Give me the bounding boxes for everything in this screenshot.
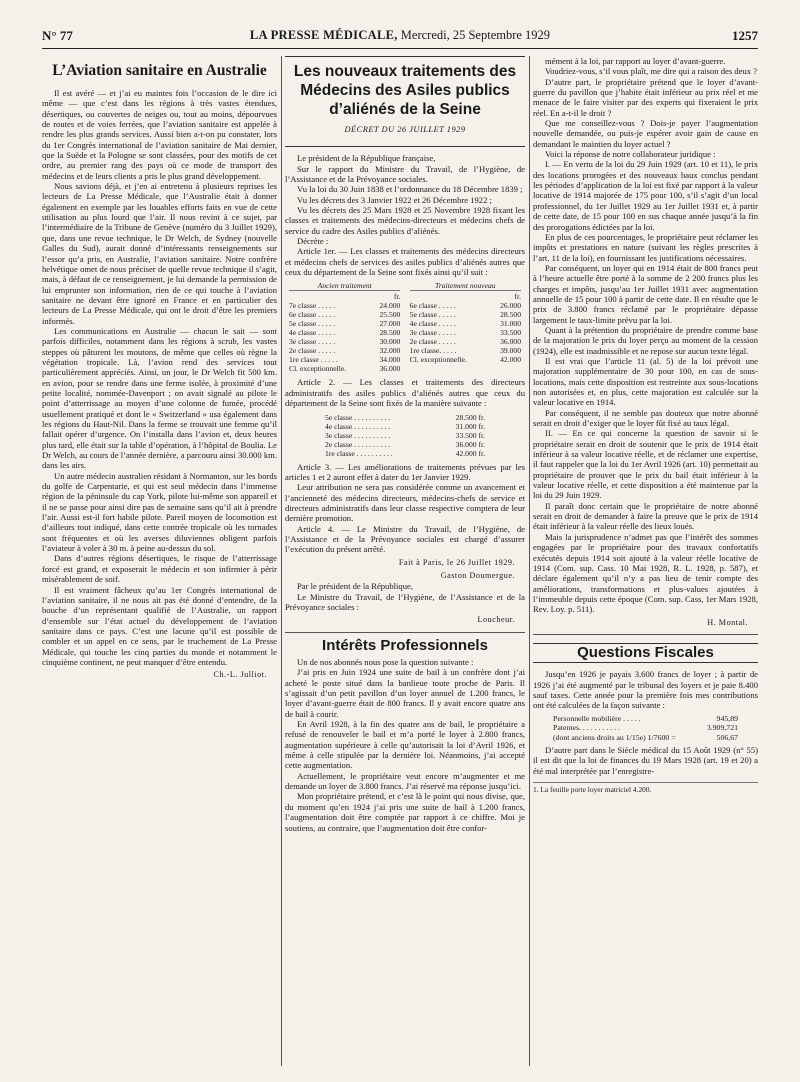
paragraph: Vu les décrets des 25 Mars 1928 et 25 Novembre 1928 fixant les classes et traitements des médecins-directeurs et médecins chefs de service du cadre des Asiles publics d’aliénés. (285, 205, 525, 236)
table-row (410, 328, 521, 337)
new-salary-header: Traitement nouveau (410, 281, 521, 291)
row-label: Patentes. . . . . . . . . . . (553, 723, 620, 733)
article-title: Les nouveaux traitements des Médecins des Asiles publics d’aliénés de la Seine (293, 63, 517, 118)
row-value: 33.500 (500, 328, 521, 338)
row-value: 36.000 (500, 337, 521, 347)
paragraph: Vu les décrets des 3 Janvier 1922 et 26 Décembre 1922 ; (297, 194, 492, 205)
row-label: 5e classe . . . . . (289, 319, 336, 329)
section-title: Questions Fiscales (533, 643, 758, 663)
paragraph: Un autre médecin australien résidant à Normanton, sur les bords du golfe de Carpentarie, et qui est seul médecin dans l’immense région de la péninsule du cap York, pilote lui-même son appareil et il ne se passe pour ainsi dire pas de semaine sans qu’il ait à prendre l’air. Aussi est-il fort habile pilote. Pareil moyen de locomotion est d’ailleurs tout indiqué, dans cette contrée tropicale où les tornades sont fréquentes et où les averses diluviennes obligent parfois l’aviateur à voler à 30 m. à peine au-dessus du sol. (42, 470, 277, 554)
row-label: 4e classe . . . . . . . . . . (325, 421, 391, 431)
salary-table-2 (325, 413, 485, 458)
paragraph: Il est vrai que l’article 11 (al. 5) de la loi prévoit une majoration supplémentaire de 30 pour 100, en cas de sous-locations, mais cette disposition est restreinte aux sous-locations non autorisées et, en plus, cette majoration est calculée sur la valeur locative en 1914. (533, 355, 758, 408)
page-number: 1257 (732, 28, 758, 43)
article-body (42, 88, 277, 667)
paragraph: D’autre part dans le Siècle médical du 15 Août 1929 (n° 55) il est dit que la loi de finances du 19 Mars 1928 (art. 19 et 20) a été mal interprétée par l’enregistre- (533, 745, 758, 776)
table-row (289, 319, 400, 328)
table-row (289, 337, 400, 346)
table-row (410, 337, 521, 346)
section-divider (533, 634, 758, 635)
column-divider (529, 56, 530, 1066)
paragraph: En Avril 1928, à la fin des quatre ans de bail, le propriétaire a refusé de renouveler le bail et m’a porté le loyer à 2.800 francs, augmentation supérieure à celle qu’autorisait la loi d’Avril 1926, et même à celle stipulée par la dernière loi. Néanmoins, j’ai accepté cette augmentation. (285, 719, 525, 771)
paragraph: Décrète : (297, 236, 329, 247)
paragraph: Il est vraiment fâcheux qu’au 1er Congrès international de l’aviation sanitaire, il ne nous ait pas été donné d’entendre, de la bouche d’un représentant qualifié de l’Australie, un rapport d’ensemble sur l’état actuel du développement de l’aviation sanitaire dans ce pays. C’est une lacune qu’il est possible de combler et un appel en ce sens, par le truchement de La Presse Médicale, qui touche les cinq parties du monde et notamment le cinquième continent, ne peut manquer d’être entendu. (42, 584, 277, 667)
row-value: 30.000 (379, 337, 401, 347)
row-value: 39.000 (500, 346, 521, 356)
paragraph: Voici la réponse de notre collaborateur juridique : (545, 149, 716, 160)
row-label: 7e classe . . . . . (289, 301, 336, 311)
paragraph: Mon propriétaire prétend, et c’est là le point qui nous divise, que, du moment qu’en 1924 j’ai pris une suite de bail à 1.200 francs, l’augmentation doit être comptée par rapport à ce chiffre. Moi je soutiens, au contraire, que l’augmentation doit être confor- (285, 791, 525, 833)
currency-unit: fr. (393, 292, 401, 302)
salary-table-1 (289, 281, 521, 373)
paragraph: Que me conseillez-vous ? Dois-je payer l’augmentation nouvelle demandée, ou puis-je espérer avoir gain de cause en demandant le maintien du loyer actuel ? (533, 118, 758, 149)
table-row (289, 301, 400, 310)
paragraph: Sur le rapport du Ministre du Travail, de l’Hygiène, de l’Assistance et de la Prévoyance sociales. (285, 163, 525, 185)
article-2: Article 2. — Les classes et traitements des directeurs administratifs des asiles publics d’aliénés autres que ceux du département de la Seine sont fixés de la manière suivante : (285, 377, 525, 409)
row-value: 28.500 fr. (455, 412, 485, 422)
paragraph: Par conséquent, il ne semble pas douteux que notre abonné serait en droit d’exiger que le loyer fût fixé au taux légal. (533, 407, 758, 429)
table-row (410, 301, 521, 310)
section-divider (285, 632, 525, 633)
paragraph: Un de nos abonnés nous pose la question suivante : (297, 657, 474, 667)
row-value: 3.909,721 (706, 723, 738, 733)
paragraph: D’autre part, le propriétaire prétend que le loyer d’avant-guerre du pavillon que j’habite était inférieur au prix réel et me menace de le faire visiter par des experts qui fixeraient le prix réel. En a-t-il le droit ? (533, 76, 758, 118)
row-label: 1re classe. . . . . (409, 346, 457, 356)
issue-date: Mercredi, 25 Septembre 1929 (400, 28, 551, 42)
new-salary-column (410, 281, 521, 373)
paragraph: Le président de la République française, (297, 153, 436, 164)
row-label: 6e classe . . . . . (289, 310, 336, 320)
table-row (553, 714, 738, 724)
row-label: Cl. exceptionnelle. (409, 355, 467, 365)
article-traitements (285, 56, 525, 833)
article-title: L’Aviation sanitaire en Australie (52, 62, 267, 79)
table-row (289, 364, 400, 373)
row-value: 28.500 (500, 310, 521, 320)
row-value: 36.000 fr. (455, 439, 485, 449)
table-row (410, 310, 521, 319)
header-rule (42, 48, 758, 49)
row-value: 28.500 (379, 328, 401, 338)
paragraph: Il paraît donc certain que le propriétaire de notre abonné serait en droit de demander à faire la preuve que le prix de 1914 était inférieur à la valeur réelle des lieux loués. (533, 500, 758, 532)
row-value: 32.000 (379, 346, 401, 356)
row-label: Cl. exceptionnelle. (289, 364, 347, 374)
row-label: 5e classe . . . . . . . . . . (325, 412, 391, 422)
paragraph: Quant à la prétention du propriétaire de prendre comme base de la majoration le prix du loyer perçu au moment de la cession (1924), elle est inadmissible et ne repose sur aucun texte légal. (533, 324, 758, 356)
paragraph: II. — En ce qui concerne la question de savoir si le propriétaire serait en droit de soutenir que le prix de 1914 était inférieur à sa valeur locative réelle, et de réclamer une expertise, il faut rappeler que la loi du 1er Avril 1926 (art. 10) permettait au propriétaire de prouver que le prix du bail était inférieur à la valeur locative réelle, et cette disposition a été maintenue par la loi du 29 Juin 1929. (533, 428, 758, 501)
article-4: Article 4. — Le Ministre du Travail, de l’Hygiène, de l’Assistance et de la Prévoyance sociales est chargé d’assurer l’exécution du présent arrêté. (285, 523, 525, 555)
decree-place-date: Fait à Paris, le 26 Juillet 1929. (398, 557, 515, 567)
paragraph: mément à la loi, par rapport au loyer d’avant-guerre. (545, 56, 726, 66)
paragraph: Il est avéré — et j’ai eu maintes fois l’occasion de le dire ici même — que c’est dans les régions à très vastes étendues, désertiques, ou couvertes de neiges ou, tout au moins, dépourvues de routes et de voies ferrées, que l’aviation sanitaire est appelée à rendre les plus grands services. Aussi bien a-t-on pu constater, lors du 1er Congrès international de l’aviation sanitaire de Mai dernier, que la Suède et la Pologne se sont classées, pour des motifs de cet ordre, au premier rang des pays où ce mode de transport des médecins et de leurs clients a pris le plus grand développement. (42, 88, 277, 181)
section-body (285, 657, 525, 833)
footnote: 1. La feuille porte loyer matriciel 4.200. (533, 782, 758, 795)
article-3: Article 3. — Les améliorations de traitements prévues par les articles 1 et 2 auront effet à dater du 1er Janvier 1929. (285, 461, 525, 482)
table-row (325, 449, 485, 458)
paragraph: En plus de ces pourcentages, le propriétaire peut réclamer les impôts et prestations en nature (suivant les règles prescrites à l’art. 11 de la loi), en fournissant les justifications nécessaires. (533, 231, 758, 263)
row-value: 945,89 (716, 713, 738, 723)
table-row (325, 440, 485, 449)
row-value: 36.000 (379, 364, 401, 374)
tax-table (553, 714, 738, 743)
row-label: 3e classe . . . . . (289, 337, 336, 347)
decree-preamble (285, 153, 525, 246)
article-interets-cont (533, 56, 758, 796)
paragraph: Vu la loi du 30 Juin 1838 et l’ordonnance du 18 Décembre 1839 ; (297, 184, 523, 195)
row-label: (dont anciens droits au 1/15e) 1/7600 = (553, 732, 676, 742)
row-value: 26.000 (500, 301, 521, 311)
paragraph: Dans d’autres régions désertiques, le risque de l’atterrissage forcé est grand, et exposerait le médecin et son infirmier à périr misérablement de soif. (42, 553, 277, 585)
row-value: 25.500 (379, 310, 401, 320)
row-label: Personnelle mobilière . . . . . (553, 713, 641, 723)
decree-date: DÉCRET DU 26 JUILLET 1929 (344, 125, 466, 134)
row-label: 2e classe . . . . . . . . . . (325, 439, 391, 449)
table-row (289, 328, 400, 337)
paragraph: J’ai pris en Juin 1924 une suite de bail à un confrère dont j’ai acheté le poste situé dans la banlieue toute proche de Paris. Il s’agissait d’un petit pavillon d’un loyer annuel de 1.200 francs, le loyer d’avant-guerre était de 800 francs. Il y avait encore quatre ans de bail à courir. (285, 667, 525, 719)
row-label: 4e classe . . . . . (409, 319, 456, 329)
table-row (410, 355, 521, 364)
row-value: 42.000 fr. (455, 448, 485, 458)
row-label: 3e classe . . . . . . . . . . (325, 430, 391, 440)
row-value: 42.000 (500, 355, 521, 365)
table-row (553, 723, 738, 733)
table-row (410, 319, 521, 328)
paragraph: Leur attribution ne sera pas considérée comme un avancement et l’ancienneté des médecins directeurs, médecins-chefs de service et directeurs administratifs dans leur classe respective comptera de leur dernière promotion. (285, 482, 525, 524)
table-row (289, 346, 400, 355)
article-aviation (42, 56, 277, 681)
paragraph: Mais la jurisprudence n’admet pas que l’intérêt des sommes engagées par le propriétaire pour des travaux confortatifs exécutés depuis 1914 soit ajouté à la valeur réelle locative de 1914 (Com. sup. Cass. 10 Mai 1928, R. L. 1928, p. 587), et déclare également qu’il n’y a pas lieu de tenir compte des améliorations, transformations et plus-values ajoutées à l’immeuble depuis cette époque (Com. sup. Cass, 1er Mars 1928, Rev. Loy. p. 511). (533, 531, 758, 615)
paragraph: Nous savions déjà, et j’en ai entretenu à plusieurs reprises les lecteurs de La Presse Médicale, que l’Australie était à donner également en exemple par les louables efforts faits en vue de cette utilisation au plus lourd que l’air. Il nous revint à ce sujet, par l’intermédiaire de la Tribune de Genève (numéro du 3 Juillet 1929), que, dans une revue technique, le Dr Welch, de Sydney (nouvelle Galles du Sud), aurait donné d’intéressants renseignements sur l’essor qu’a pris, en Australie, l’aviation sanitaire. Notre confrère helvétique omet de nous préciser de quelle revue technique il s’agit, mais, à défaut de ce renseignement, je lui demande la permission de lui emprunter son information, rien de ce qui touche à l’aviation sanitaire ne devant être ignoré en France et en particulier des lecteurs de La Presse Médicale, qui ont le droit d’être les premiers informés. (42, 181, 277, 326)
table-row (289, 310, 400, 319)
row-value: 31.000 fr. (455, 421, 485, 431)
article-signature: Ch.-L. Julliot. (213, 670, 267, 680)
section-title: Intérêts Professionnels (322, 636, 488, 654)
paragraph: I. — En vertu de la loi du 29 Juin 1929 (art. 10 et 11), le prix des locations prorogées et des nouveaux baux conclus pendant les périodes d’application de la loi est fixé par rapport à la valeur locative de 1914 majorée de 175 pour 100, s’il s’agit d’un local professionnel, du 1er Juillet 1929 au 1er Juillet 1931 et, à partir de cette date, de 15 pour 100 en sus chaque année jusqu’à la fin des prorogations édictées par la loi. (533, 159, 758, 232)
table-row (325, 422, 485, 431)
signature-doumergue: Gaston Doumergue. (440, 570, 515, 580)
table-row (325, 413, 485, 422)
signature-loucheur: Loucheur. (477, 615, 515, 625)
row-label: 2e classe . . . . . (409, 337, 456, 347)
row-label: 4e classe . . . . . (289, 328, 336, 338)
table-row (325, 431, 485, 440)
old-salary-header: Ancien traitement (289, 281, 400, 291)
row-value: 31.000 (500, 319, 521, 329)
row-value: 24.000 (379, 301, 401, 311)
article-body (533, 56, 758, 615)
paragraph: Voudriez-vous, s’il vous plaît, me dire qui a raison des deux ? (545, 66, 758, 77)
paragraph: Par le président de la République, (297, 581, 413, 592)
row-label: 1re classe . . . . . . . . . . (325, 448, 393, 458)
row-value: 27.000 (379, 319, 401, 329)
paragraph: Le Ministre du Travail, de l’Hygiène, de l’Assistance et de la Prévoyance sociales : (285, 591, 525, 612)
page-header (42, 28, 758, 48)
issue-number: N° 77 (42, 28, 73, 43)
row-label: 1re classe . . . . . (289, 355, 338, 365)
row-label: 3e classe . . . . . (409, 328, 456, 338)
paragraph: Par conséquent, un loyer qui en 1914 était de 800 francs peut à l’heure actuelle être porté à la somme de 2 200 francs plus les charges et impôts, jusqu’au 1er Juillet 1931 avec augmentation annuelle de 15 pour 100 à partir de cette date. Il en résulte que le prix de 3.800 francs réclamé par le propriétaire dépasse largement le taux-limite prévu par la loi. (533, 262, 758, 325)
article-header-box (285, 56, 525, 147)
journal-title (42, 28, 758, 43)
table-row (553, 733, 738, 743)
article-signature: H. Montal. (707, 617, 748, 627)
old-salary-column (289, 281, 400, 373)
row-value: 506,67 (716, 732, 738, 742)
paragraph: Les communications en Australie — chacun le sait — sont parfois difficiles, notamment dans les régions à scrub, les vastes steppes où pâturent les moutons, de même que celles où règne la végétation tropicale. Là, l’avion rend des services tout particulièrement appréciés. Ainsi, un jour, le Dr Welch fit 500 km. en avion, pour se rendre dans une ferme isolée, à proximité d’une petite localité, nommée-Davenport ; on avait signalé au pilote le point d’atterrissage au moyen d’une colonne de fumée, procédé usuellement pratiqué et dont le « Switzerland » usa également dans les régions du Haut-Nil. Dans la ferme se trouvait une femme qu’il fallait opérer d’urgence. On l’installa dans l’avion et, deux heures plus tard, elle était sur la table d’opération, à l’hôpital de Boulia. Le Dr Welch, au cours de l’année dernière, a parcouru ainsi 30.000 km. dans les airs. (42, 325, 277, 471)
article-1: Article 1er. — Les classes et traitements des médecins directeurs et médecins chefs de services des asiles publics d’aliénés autres que ceux du département de la Seine sont fixés ainsi qu’il suit : (285, 246, 525, 278)
row-label: 2e classe . . . . . (289, 346, 336, 356)
paragraph: Jusqu’en 1926 je payais 3.600 francs de loyer ; à partir de 1926 j’ai été augmenté par le tribunal des loyers et je paie 8.400 sauf taxes. Cette année pour la première fois mes contributions ont été calculées de la façon suivante : (533, 669, 758, 711)
currency-unit: fr. (514, 292, 521, 302)
paragraph: Actuellement, le propriétaire veut encore m’augmenter et me demande un loyer de 3.800 francs. J’ai réservé ma réponse jusqu’ici. (285, 770, 525, 792)
journal-name: LA PRESSE MÉDICALE, (249, 28, 398, 42)
column-divider (281, 56, 282, 1066)
row-value: 33.500 fr. (455, 430, 485, 440)
row-value: 34.000 (379, 355, 401, 365)
table-row (289, 355, 400, 364)
row-label: 5e classe . . . . . (409, 310, 456, 320)
table-row (410, 346, 521, 355)
row-label: 6e classe . . . . . (409, 301, 456, 311)
